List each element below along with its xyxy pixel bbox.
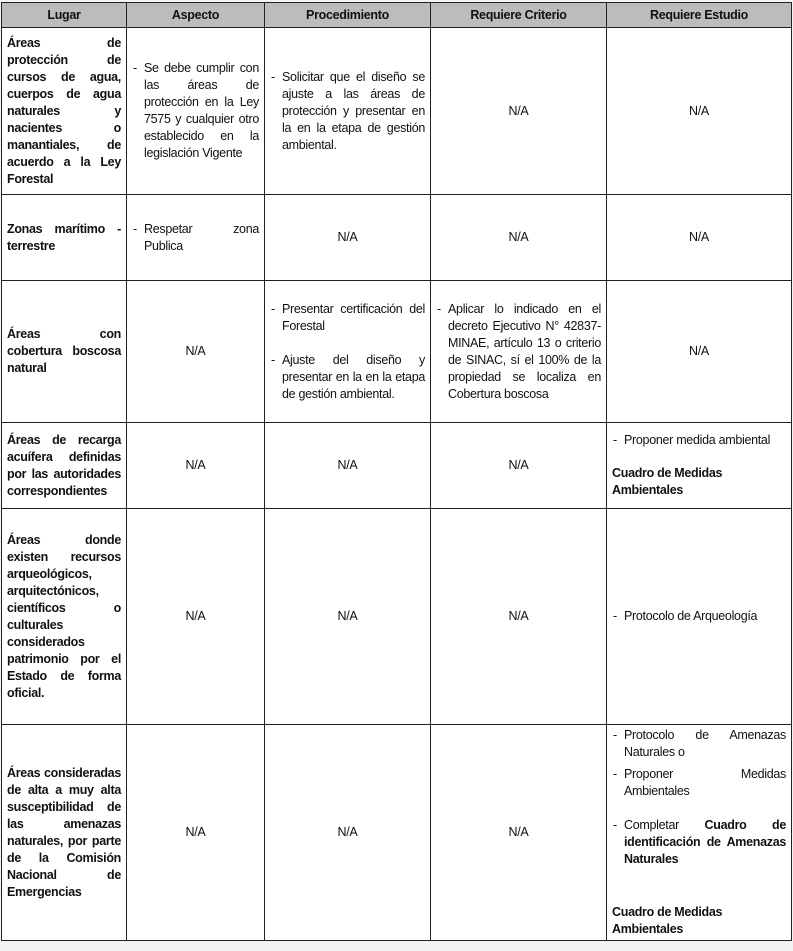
table-row	[2, 423, 792, 509]
header-aspecto: Aspecto	[127, 3, 265, 28]
cell-aspecto: N/A	[127, 423, 265, 509]
list-item	[612, 817, 786, 868]
cell-criterio: N/A	[431, 423, 607, 509]
cell-aspecto	[127, 195, 265, 281]
cell-procedimiento: N/A	[265, 725, 431, 941]
cell-criterio: N/A	[431, 509, 607, 725]
cell-criterio: N/A	[431, 725, 607, 941]
header-row	[2, 3, 792, 28]
item-prefix: Completar	[624, 818, 679, 832]
estudio-note: Cuadro de Medidas Ambientales	[612, 466, 723, 497]
table-row	[2, 195, 792, 281]
cell-criterio: N/A	[431, 28, 607, 195]
cell-procedimiento: N/A	[265, 423, 431, 509]
table-row	[2, 28, 792, 195]
header-requiere-estudio: Requiere Estudio	[607, 3, 792, 28]
cell-aspecto: N/A	[127, 509, 265, 725]
estudio-note: Cuadro de Medidas Ambientales	[612, 905, 723, 936]
cell-aspecto: N/A	[127, 281, 265, 423]
cell-estudio	[607, 509, 792, 725]
list-item: - Se debe cumplir con las áreas de protección en la Ley 7575 y cualquier otro establecido en la legislación Vigente	[132, 60, 259, 162]
cell-lugar: Zonas marítimo - terrestre	[2, 195, 127, 281]
list-item: - Protocolo de Arqueología	[612, 608, 786, 625]
list-item: - Presentar certificación del Forestal	[270, 301, 425, 335]
cell-procedimiento	[265, 28, 431, 195]
requirements-table	[1, 2, 792, 941]
cell-estudio: N/A	[607, 281, 792, 423]
list-item: - Protocolo de Amenazas Naturales o	[612, 727, 786, 761]
table-row	[2, 281, 792, 423]
cell-aspecto: N/A	[127, 725, 265, 941]
item-bold-text: Cuadro de identificación de Amenazas Naturales	[624, 818, 786, 866]
header-requiere-criterio: Requiere Criterio	[431, 3, 607, 28]
table-row	[2, 725, 792, 941]
list-item: - Ajuste del diseño y presentar en la en la etapa de gestión ambiental.	[270, 352, 425, 403]
cell-lugar: Áreas consideradas de alta a muy alta susceptibilidad de las amenazas naturales, por parte de la Comisión Nacional de Emergencias	[2, 725, 127, 941]
cell-lugar: Áreas con cobertura boscosa natural	[2, 281, 127, 423]
cell-estudio: N/A	[607, 28, 792, 195]
cell-aspecto	[127, 28, 265, 195]
list-item: - Proponer medida ambiental	[612, 432, 786, 449]
table-row	[2, 509, 792, 725]
list-item: - Solicitar que el diseño se ajuste a las áreas de protección y presentar en la en la etapa de gestión ambiental.	[270, 69, 425, 154]
cell-criterio: N/A	[431, 195, 607, 281]
cell-estudio	[607, 423, 792, 509]
cell-lugar: Áreas de protección de cursos de agua, cuerpos de agua naturales y nacientes o manantiales, de acuerdo a la Ley Forestal	[2, 28, 127, 195]
list-item: - Proponer Medidas Ambientales	[612, 766, 786, 800]
cell-procedimiento: N/A	[265, 195, 431, 281]
cell-procedimiento	[265, 281, 431, 423]
cell-lugar: Áreas de recarga acuífera definidas por las autoridades correspondientes	[2, 423, 127, 509]
header-procedimiento: Procedimiento	[265, 3, 431, 28]
cell-lugar: Áreas donde existen recursos arqueológicos, arquitectónicos, científicos o culturales considerados patrimonio por el Estado de forma oficial.	[2, 509, 127, 725]
cell-estudio	[607, 725, 792, 941]
list-item: - Aplicar lo indicado en el decreto Ejecutivo N° 42837-MINAE, artículo 13 o criterio de SINAC, sí el 100% de la propiedad se localiza en Cobertura boscosa	[436, 301, 601, 403]
cell-estudio: N/A	[607, 195, 792, 281]
cell-procedimiento: N/A	[265, 509, 431, 725]
header-lugar: Lugar	[2, 3, 127, 28]
list-item: - Respetar zona Publica	[132, 221, 259, 255]
cell-criterio	[431, 281, 607, 423]
